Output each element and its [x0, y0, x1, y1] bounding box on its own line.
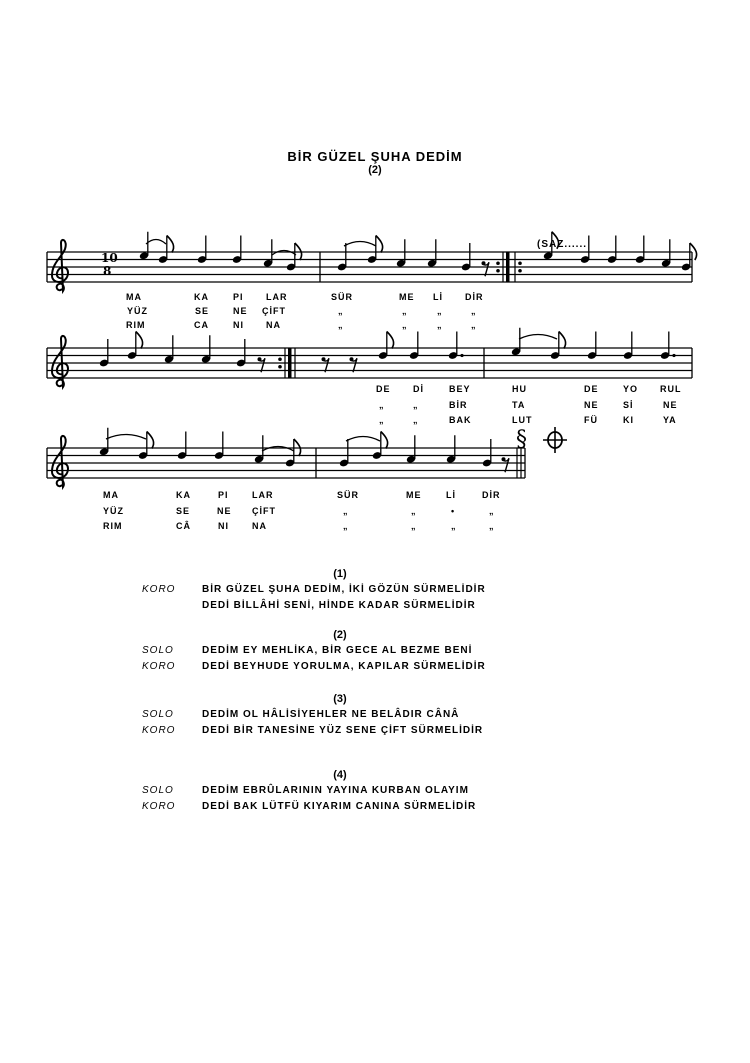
lyric-syllable: KI	[623, 415, 634, 425]
lyric-syllable: BAK	[449, 415, 472, 425]
lyric-syllable: DİR	[465, 292, 484, 302]
thick-barline	[288, 348, 292, 378]
lyric-syllable: ME	[399, 292, 415, 302]
lyric-syllable: „	[489, 506, 495, 516]
verse-line: DEDİ BİLLÂHİ SENİ, HİNDE KADAR SÜRMELİDİR	[202, 600, 476, 611]
lyric-syllable: YO	[623, 384, 639, 394]
note-flag	[167, 236, 174, 253]
lyric-syllable: KA	[176, 490, 191, 500]
time-signature-top: 10	[101, 251, 118, 265]
rest-dot	[502, 457, 506, 461]
note-flag	[136, 332, 143, 349]
verse-number: (1)	[333, 568, 347, 580]
lyric-syllable: SÜR	[337, 490, 360, 500]
repeat-dot	[496, 261, 500, 265]
lyric-syllable: MA	[103, 490, 119, 500]
rest-dot	[322, 357, 326, 361]
repeat-dot	[278, 365, 282, 369]
verse-role: KORO	[142, 661, 176, 672]
lyric-syllable: „	[489, 521, 495, 531]
lyric-syllable: NI	[218, 521, 229, 531]
segno-sign: §	[516, 427, 527, 452]
lyric-syllable: KA	[194, 292, 209, 302]
lyric-syllable: BEY	[449, 384, 471, 394]
lyric-syllable: „	[338, 306, 344, 316]
note-flag	[552, 232, 559, 249]
lyric-syllable: MA	[126, 292, 142, 302]
lyric-syllable: SE	[176, 506, 191, 516]
lyric-syllable: „	[471, 306, 477, 316]
lyric-syllable: YA	[663, 415, 677, 425]
lyric-syllable: NE	[217, 506, 232, 516]
repeat-dot	[278, 357, 282, 361]
lyric-syllable: Lİ	[446, 490, 456, 500]
verse-number: (2)	[333, 629, 347, 641]
lyric-syllable: ÇİFT	[262, 306, 286, 316]
verse-line: DEDİM OL HÂLİSİYEHLER NE BELÂDIR CÂNÂ	[202, 709, 460, 720]
verse-number: (4)	[333, 769, 347, 781]
lyric-syllable: „	[343, 521, 349, 531]
lyric-syllable: LAR	[266, 292, 288, 302]
lyric-syllable: PI	[233, 292, 244, 302]
lyric-syllable: „	[343, 506, 349, 516]
lyric-syllable: „	[338, 320, 344, 330]
lyric-syllable: „	[402, 320, 408, 330]
lyric-syllable: NE	[663, 400, 678, 410]
verse-line: DEDİ BAK LÜTFÜ KIYARIM CANINA SÜRMELİDİR	[202, 801, 477, 812]
lyric-syllable: HU	[512, 384, 527, 394]
rest-dot	[350, 357, 354, 361]
lyric-syllable: „	[402, 306, 408, 316]
lyric-syllable: ÇİFT	[252, 506, 276, 516]
repeat-dot	[518, 269, 522, 273]
rest-dot	[258, 357, 262, 361]
song-subtitle: (2)	[368, 164, 382, 176]
lyric-syllable: „	[411, 521, 417, 531]
slur	[146, 240, 166, 245]
lyric-syllable: NA	[252, 521, 267, 531]
lyric-syllable: RIM	[126, 320, 146, 330]
lyric-syllable: SÜR	[331, 292, 354, 302]
slur	[519, 335, 557, 340]
lyric-syllable: „	[379, 400, 385, 410]
slur	[272, 251, 296, 256]
note-flag	[376, 236, 383, 253]
verse-role: KORO	[142, 584, 176, 595]
verse-line: DEDİ BİR TANESİNE YÜZ SENE ÇİFT SÜRMELİDİR	[202, 725, 484, 736]
lyric-syllable: „	[379, 415, 385, 425]
lyric-syllable: DİR	[482, 490, 501, 500]
lyric-syllable: PI	[218, 490, 229, 500]
lyric-syllable: „	[411, 506, 417, 516]
lyric-syllable: Sİ	[623, 400, 634, 410]
lyric-syllable: „	[451, 521, 457, 531]
verse-role: SOLO	[142, 645, 174, 656]
treble-clef	[52, 336, 68, 387]
time-signature-bottom: 8	[103, 264, 112, 278]
lyric-syllable: DE	[376, 384, 391, 394]
verse-number: (3)	[333, 693, 347, 705]
slur	[344, 242, 376, 247]
repeat-dot	[518, 261, 522, 265]
note-flag	[387, 332, 394, 349]
verse-line: BİR GÜZEL ŞUHA DEDİM, İKİ GÖZÜN SÜRMELİDİR	[202, 584, 486, 595]
augmentation-dot	[460, 354, 463, 357]
lyric-syllable: •	[451, 506, 456, 516]
verse-line: DEDİM EY MEHLİKA, BİR GECE AL BEZME BENİ	[202, 645, 473, 656]
lyric-syllable: RIM	[103, 521, 123, 531]
verse-role: SOLO	[142, 785, 174, 796]
verse-role: KORO	[142, 725, 176, 736]
lyric-syllable: „	[413, 415, 419, 425]
lyric-syllable: CA	[194, 320, 209, 330]
verse-line: DEDİ BEYHUDE YORULMA, KAPILAR SÜRMELİDİR	[202, 661, 486, 672]
lyric-syllable: Dİ	[413, 384, 424, 394]
lyric-syllable: LAR	[252, 490, 274, 500]
thick-barline	[506, 252, 510, 282]
verse-role: KORO	[142, 801, 176, 812]
note-flag	[381, 432, 388, 449]
lyric-syllable: SE	[195, 306, 210, 316]
lyric-syllable: TA	[512, 400, 526, 410]
treble-clef	[52, 436, 68, 487]
lyric-syllable: LUT	[512, 415, 533, 425]
lyric-syllable: BİR	[449, 400, 468, 410]
verse-role: SOLO	[142, 709, 174, 720]
lyric-syllable: Lİ	[433, 292, 443, 302]
lyric-syllable: „	[437, 320, 443, 330]
lyric-syllable: „	[413, 400, 419, 410]
song-title: BİR GÜZEL ŞUHA DEDİM	[287, 149, 463, 164]
note-flag	[147, 432, 154, 449]
lyric-syllable: YÜZ	[127, 306, 148, 316]
note-flag	[559, 332, 566, 349]
treble-clef	[52, 240, 68, 291]
lyric-syllable: FÜ	[584, 415, 598, 425]
repeat-dot	[496, 269, 500, 273]
saz-marking: (SAZ......	[537, 239, 587, 250]
lyric-syllable: NI	[233, 320, 244, 330]
rest-dot	[482, 261, 486, 265]
lyric-syllable: NA	[266, 320, 281, 330]
lyric-syllable: CÂ	[176, 521, 191, 531]
slur	[346, 437, 380, 442]
slur	[106, 435, 146, 440]
lyric-syllable: RUL	[660, 384, 682, 394]
augmentation-dot	[672, 354, 675, 357]
lyric-syllable: NE	[584, 400, 599, 410]
lyric-syllable: „	[437, 306, 443, 316]
lyric-syllable: YÜZ	[103, 506, 124, 516]
lyric-syllable: DE	[584, 384, 599, 394]
lyric-syllable: NE	[233, 306, 248, 316]
lyric-syllable: „	[471, 320, 477, 330]
lyric-syllable: ME	[406, 490, 422, 500]
slur	[262, 447, 294, 452]
verse-line: DEDİM EBRÛLARININ YAYINA KURBAN OLAYIM	[202, 785, 469, 796]
